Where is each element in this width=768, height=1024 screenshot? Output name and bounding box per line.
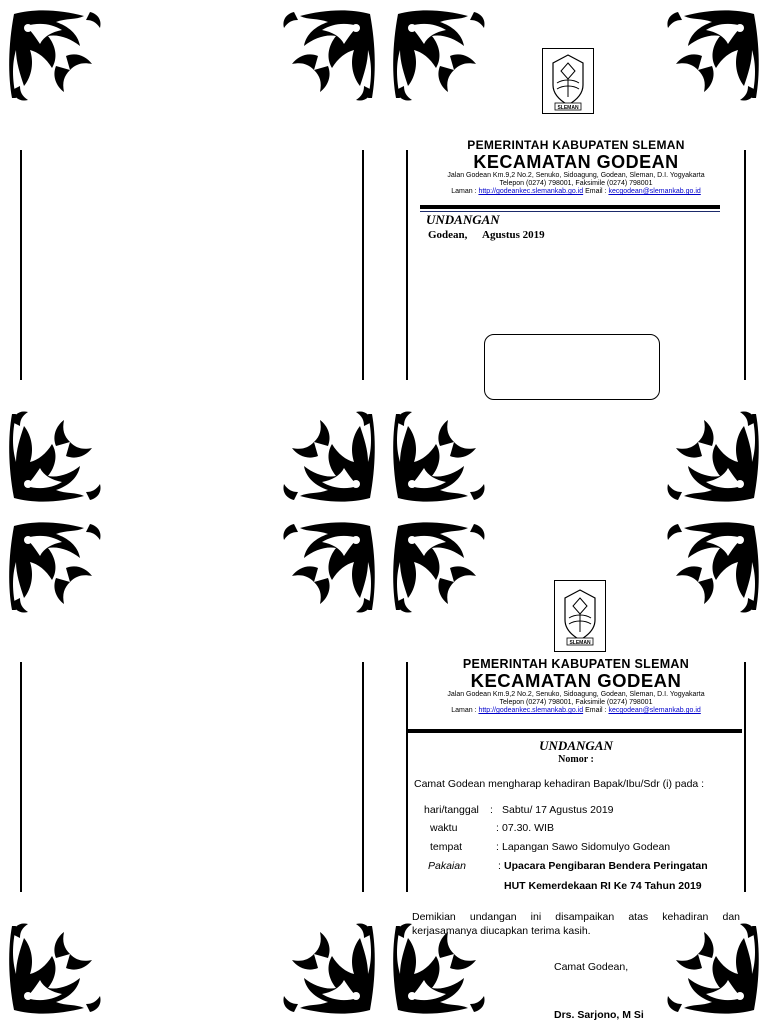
corner-ornament-icon bbox=[278, 6, 378, 106]
detail-label: tempat bbox=[430, 841, 463, 853]
cover-date: Agustus 2019 bbox=[482, 229, 545, 241]
border-line bbox=[362, 150, 364, 380]
phone-line: Telepon (0274) 798001, Faksimile (0274) 798001 bbox=[499, 699, 653, 706]
detail-label: waktu bbox=[430, 822, 458, 834]
detail-separator: : bbox=[496, 822, 499, 834]
web-line bbox=[414, 707, 738, 715]
address-line: Jalan Godean Km.9,2 No.2, Senuko, Sidoagung, Godean, Sleman, D.I. Yogyakarta bbox=[447, 172, 705, 179]
event-line-2: HUT Kemerdekaan RI Ke 74 Tahun 2019 bbox=[504, 880, 702, 892]
website-label: Laman : bbox=[451, 188, 477, 195]
detail-separator: : bbox=[490, 804, 493, 816]
border-line bbox=[744, 150, 746, 380]
website-link[interactable]: http://godeankec.slemankab.go.id bbox=[478, 707, 584, 714]
border-line bbox=[744, 662, 746, 892]
detail-value: Lapangan Sawo Sidomulyo Godean bbox=[502, 841, 671, 853]
border-line bbox=[406, 150, 408, 380]
address-box bbox=[484, 334, 660, 400]
regency-logo bbox=[542, 48, 594, 114]
border-line bbox=[20, 662, 22, 892]
detail-value: 07.30. WIB bbox=[502, 822, 554, 834]
logo-caption: SLEMAN bbox=[569, 640, 591, 646]
detail-separator: : bbox=[498, 860, 501, 872]
detail-separator: : bbox=[496, 841, 499, 853]
logo-caption: SLEMAN bbox=[557, 105, 579, 111]
letterhead bbox=[414, 657, 738, 715]
district-name: KECAMATAN GODEAN bbox=[473, 152, 679, 172]
email-link[interactable]: kecgodean@slemankab.go.id bbox=[608, 188, 701, 195]
letter-title: UNDANGAN bbox=[539, 738, 613, 753]
regency-logo bbox=[554, 580, 606, 652]
panel-letter bbox=[384, 512, 768, 1024]
detail-label: Pakaian bbox=[428, 860, 466, 872]
corner-ornament-icon bbox=[6, 918, 106, 1018]
border-line bbox=[406, 662, 408, 892]
panel-cover bbox=[384, 0, 768, 512]
government-name: PEMERINTAH KABUPATEN SLEMAN bbox=[467, 138, 685, 152]
signatory-title: Camat Godean, bbox=[554, 961, 629, 973]
corner-ornament-icon bbox=[662, 6, 762, 106]
email-link[interactable]: kecgodean@slemankab.go.id bbox=[608, 707, 701, 714]
website-label: Laman : bbox=[451, 707, 477, 714]
cover-title: UNDANGAN bbox=[426, 212, 500, 227]
corner-ornament-icon bbox=[278, 918, 378, 1018]
border-line bbox=[20, 150, 22, 380]
detail-value: Upacara Pengibaran Bendera Peringatan bbox=[504, 860, 708, 872]
cover-place: Godean, bbox=[428, 229, 468, 241]
opening-sentence: Camat Godean mengharap kehadiran Bapak/Ibu/Sdr (i) pada : bbox=[414, 778, 705, 790]
web-line bbox=[410, 188, 742, 196]
letterhead-rule bbox=[408, 729, 742, 733]
government-name: PEMERINTAH KABUPATEN SLEMAN bbox=[462, 657, 690, 671]
email-label: Email : bbox=[585, 707, 607, 714]
district-name: KECAMATAN GODEAN bbox=[470, 670, 682, 691]
letterhead bbox=[410, 138, 742, 196]
corner-ornament-icon bbox=[390, 6, 490, 106]
border-line bbox=[362, 662, 364, 892]
panel-blank-top bbox=[0, 0, 384, 512]
corner-ornament-icon bbox=[662, 518, 762, 618]
corner-ornament-icon bbox=[390, 406, 490, 506]
corner-ornament-icon bbox=[6, 406, 106, 506]
corner-ornament-icon bbox=[278, 406, 378, 506]
letter-number: Nomor : bbox=[558, 754, 594, 765]
corner-ornament-icon bbox=[390, 518, 490, 618]
phone-line: Telepon (0274) 798001, Faksimile (0274) 798001 bbox=[499, 180, 653, 187]
corner-ornament-icon bbox=[278, 518, 378, 618]
corner-ornament-icon bbox=[662, 406, 762, 506]
panel-blank-bottom bbox=[0, 512, 384, 1024]
corner-ornament-icon bbox=[6, 518, 106, 618]
detail-value: Sabtu/ 17 Agustus 2019 bbox=[502, 804, 614, 816]
detail-label: hari/tanggal bbox=[424, 804, 479, 816]
corner-ornament-icon bbox=[6, 6, 106, 106]
signatory-name: Drs. Sarjono, M Si bbox=[554, 1009, 644, 1021]
address-line: Jalan Godean Km.9,2 No.2, Senuko, Sidoagung, Godean, Sleman, D.I. Yogyakarta bbox=[447, 691, 705, 698]
closing-paragraph: Demikian undangan ini disampaikan atas kehadiran dan kerjasamanya diucapkan terima kasih. bbox=[412, 911, 740, 937]
letterhead-rule bbox=[420, 205, 720, 209]
email-label: Email : bbox=[585, 188, 607, 195]
website-link[interactable]: http://godeankec.slemankab.go.id bbox=[478, 188, 584, 195]
